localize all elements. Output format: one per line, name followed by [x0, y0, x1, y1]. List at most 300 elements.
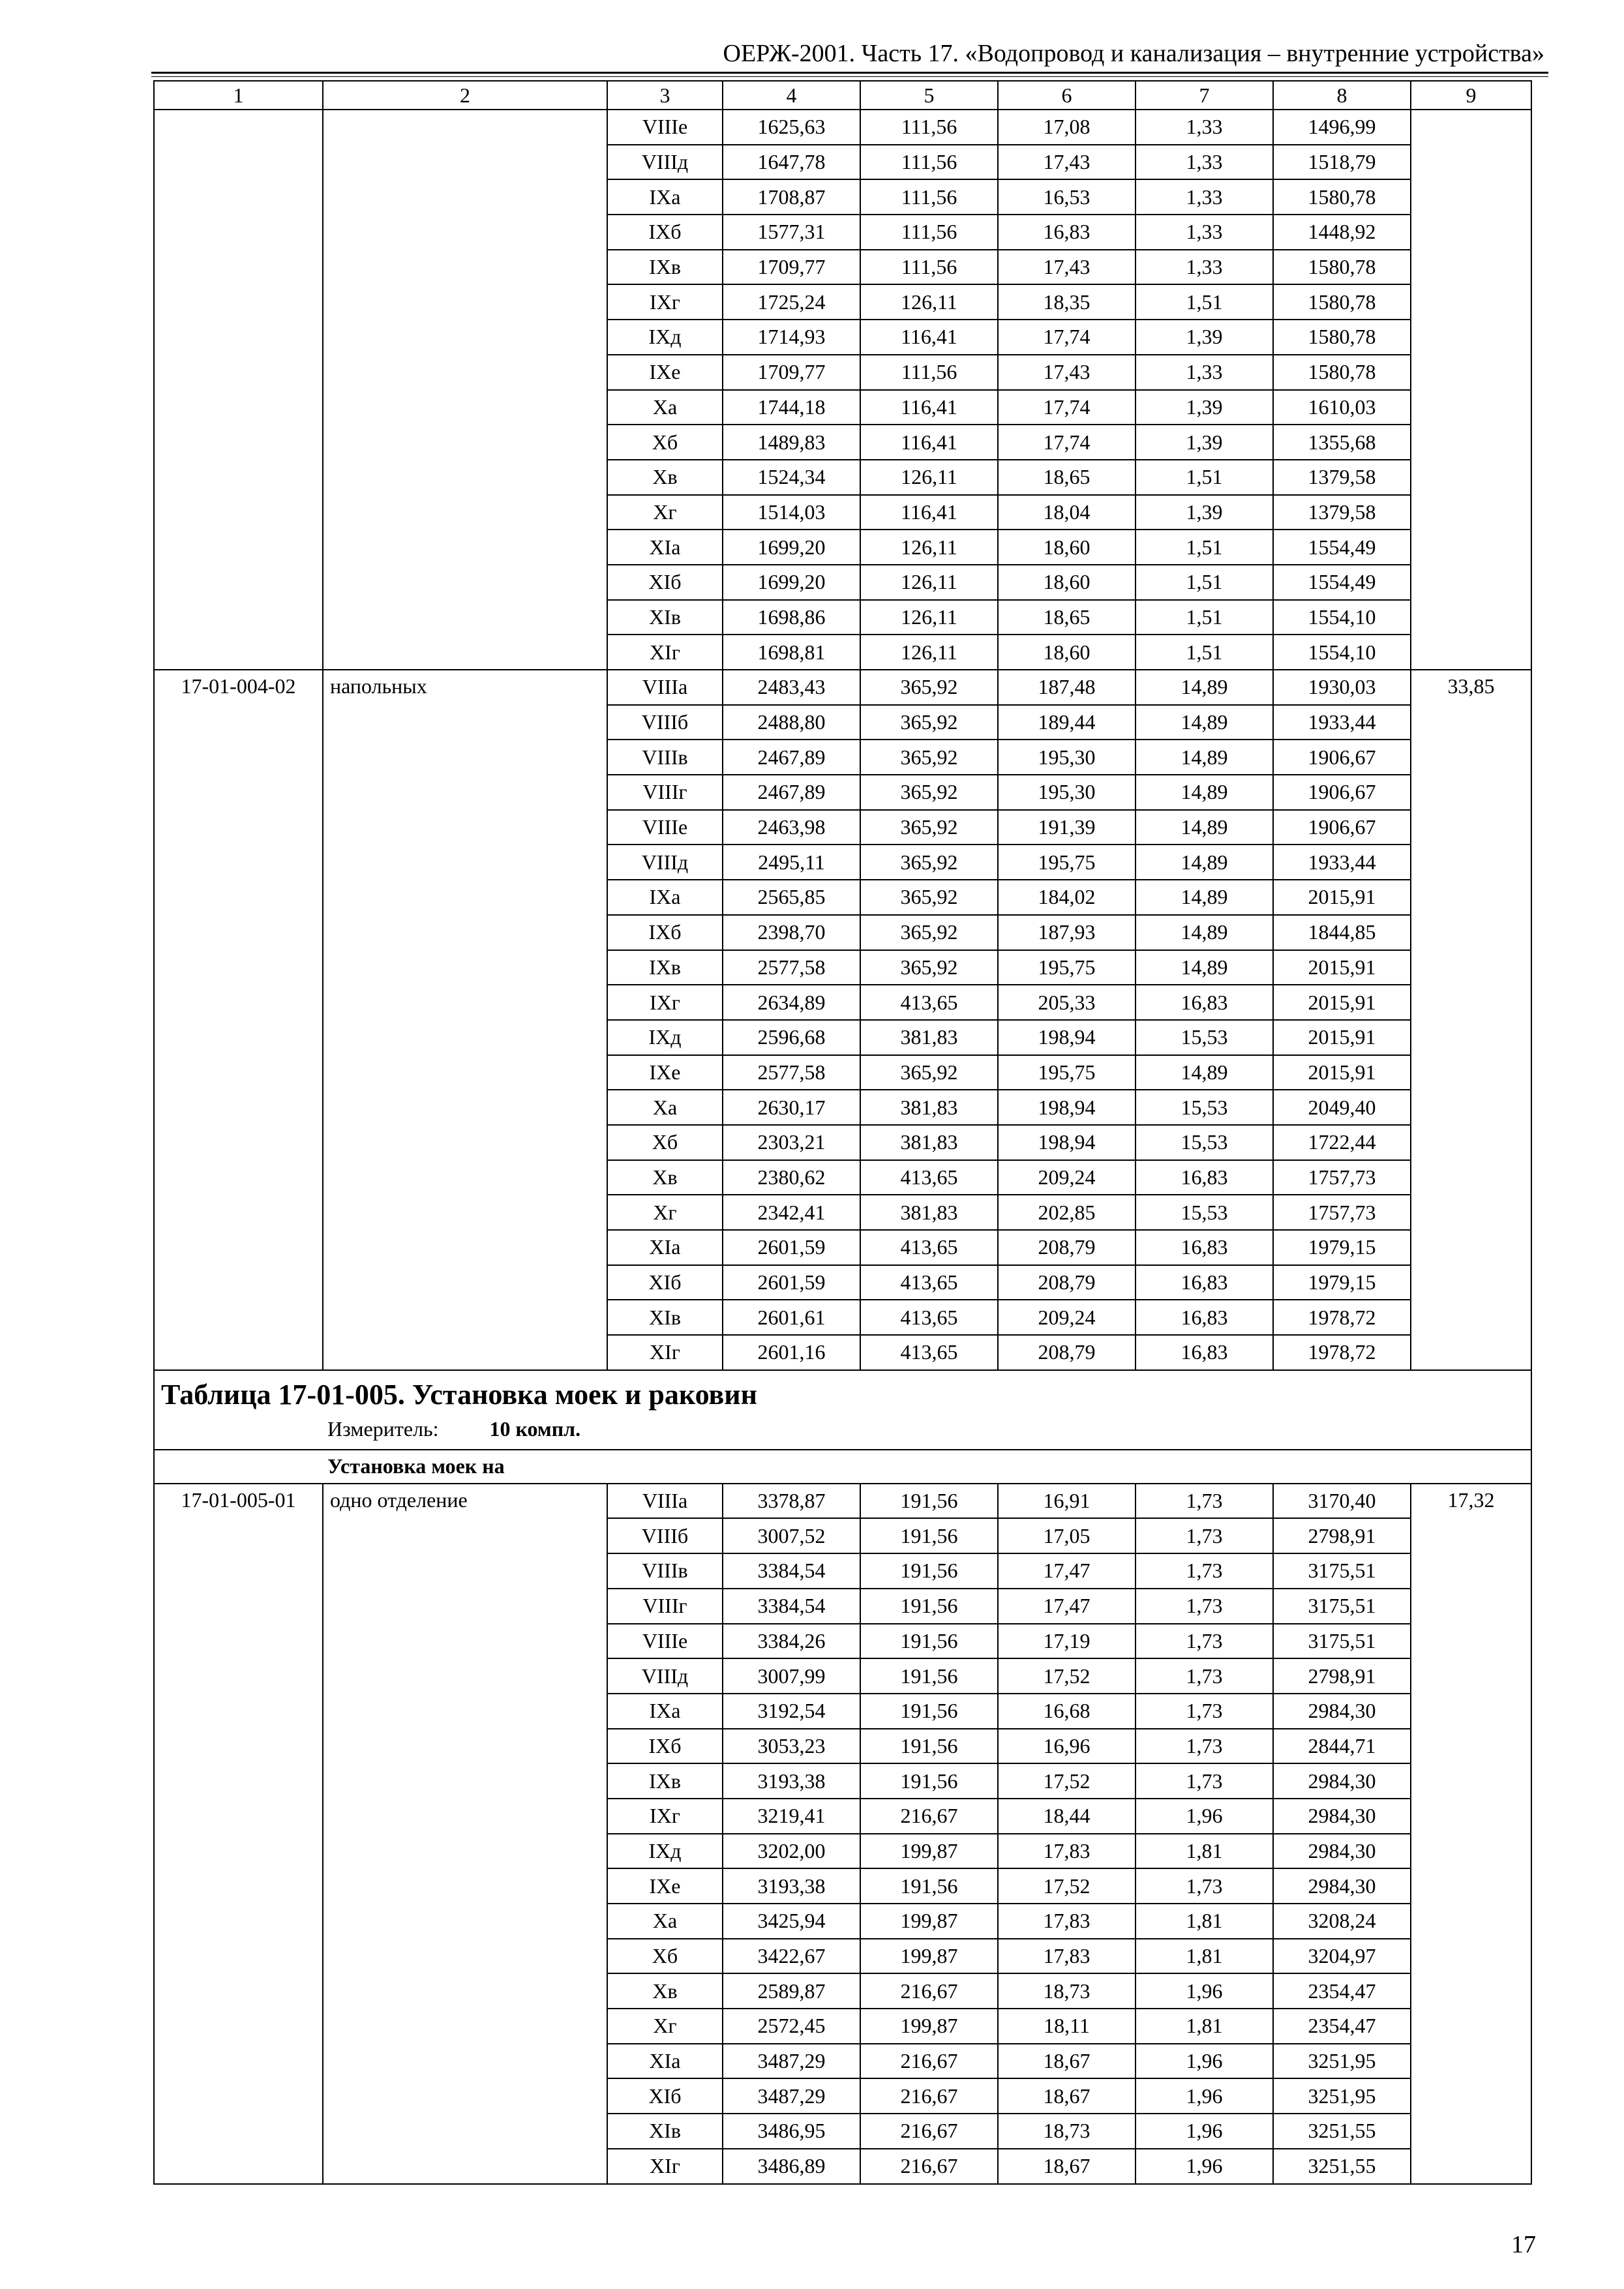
labor-cost-cell: 365,92 — [860, 880, 998, 915]
machinist-wage-cell: 1,81 — [1135, 1834, 1273, 1869]
machinist-wage-cell: 1,73 — [1135, 1763, 1273, 1799]
machine-cost-cell: 17,83 — [998, 1834, 1135, 1869]
machinist-wage-cell: 1,73 — [1135, 1589, 1273, 1624]
material-cost-cell: 1906,67 — [1273, 740, 1411, 775]
machinist-wage-cell: 1,96 — [1135, 2149, 1273, 2184]
labor-cost-cell: 216,67 — [860, 2044, 998, 2079]
machine-cost-cell: 17,47 — [998, 1589, 1135, 1624]
resource-code-cell: XIб — [607, 565, 723, 600]
machine-cost-cell: 18,60 — [998, 635, 1135, 670]
total-cost-cell: 2634,89 — [723, 985, 860, 1020]
machine-cost-cell: 17,52 — [998, 1763, 1135, 1799]
labor-cost-cell: 116,41 — [860, 320, 998, 355]
total-cost-cell: 1514,03 — [723, 495, 860, 530]
labor-cost-cell: 365,92 — [860, 845, 998, 880]
total-cost-cell: 2572,45 — [723, 2009, 860, 2044]
resource-code-cell: VIIIд — [607, 1658, 723, 1694]
machine-cost-cell: 18,73 — [998, 1973, 1135, 2009]
machine-cost-cell: 195,75 — [998, 845, 1135, 880]
material-cost-cell: 3251,55 — [1273, 2114, 1411, 2149]
machinist-wage-cell: 1,81 — [1135, 2009, 1273, 2044]
material-cost-cell: 1757,73 — [1273, 1195, 1411, 1230]
total-cost-cell: 2630,17 — [723, 1090, 860, 1125]
machine-cost-cell: 18,65 — [998, 600, 1135, 635]
total-cost-cell: 2380,62 — [723, 1160, 860, 1195]
machinist-wage-cell: 1,73 — [1135, 1694, 1273, 1729]
machine-cost-cell: 17,74 — [998, 425, 1135, 460]
resource-code-cell: XIб — [607, 2078, 723, 2114]
resource-code-cell: VIIIг — [607, 1589, 723, 1624]
material-cost-cell: 1496,99 — [1273, 110, 1411, 145]
material-cost-cell: 3251,95 — [1273, 2078, 1411, 2114]
column-number: 1 — [154, 81, 323, 110]
material-cost-cell: 1979,15 — [1273, 1230, 1411, 1265]
labor-cost-cell: 191,56 — [860, 1763, 998, 1799]
resource-code-cell: XIг — [607, 2149, 723, 2184]
labor-cost-cell: 126,11 — [860, 284, 998, 320]
labor-cost-cell: 199,87 — [860, 1834, 998, 1869]
labor-cost-cell: 191,56 — [860, 1484, 998, 1519]
total-cost-cell: 1698,86 — [723, 600, 860, 635]
total-cost-cell: 1714,93 — [723, 320, 860, 355]
material-cost-cell: 1448,92 — [1273, 215, 1411, 250]
total-cost-cell: 3486,89 — [723, 2149, 860, 2184]
material-cost-cell: 3204,97 — [1273, 1939, 1411, 1974]
material-cost-cell: 3170,40 — [1273, 1484, 1411, 1519]
item-code-cell: 17-01-004-02 — [154, 670, 323, 1370]
labor-cost-cell: 116,41 — [860, 390, 998, 425]
machinist-wage-cell: 16,83 — [1135, 1160, 1273, 1195]
machinist-wage-cell: 14,89 — [1135, 950, 1273, 985]
machine-cost-cell: 17,43 — [998, 250, 1135, 285]
material-cost-cell: 1978,72 — [1273, 1335, 1411, 1370]
material-cost-cell: 1580,78 — [1273, 250, 1411, 285]
machine-cost-cell: 18,65 — [998, 460, 1135, 495]
meter-line — [327, 1414, 1524, 1444]
table-heading-row — [154, 1370, 1531, 1450]
labor-cost-cell: 191,56 — [860, 1624, 998, 1659]
total-cost-cell: 2565,85 — [723, 880, 860, 915]
machinist-wage-cell: 1,96 — [1135, 2114, 1273, 2149]
total-cost-cell: 2589,87 — [723, 1973, 860, 2009]
machinist-wage-cell: 15,53 — [1135, 1090, 1273, 1125]
resource-code-cell: VIIIе — [607, 1624, 723, 1659]
material-cost-cell: 1379,58 — [1273, 460, 1411, 495]
resource-code-cell: Xб — [607, 1125, 723, 1160]
labor-hours-cell: 33,85 — [1411, 670, 1531, 1370]
material-cost-cell: 1580,78 — [1273, 355, 1411, 390]
machinist-wage-cell: 14,89 — [1135, 1055, 1273, 1090]
machinist-wage-cell: 1,39 — [1135, 320, 1273, 355]
total-cost-cell: 3193,38 — [723, 1868, 860, 1904]
total-cost-cell: 1709,77 — [723, 250, 860, 285]
machine-cost-cell: 209,24 — [998, 1300, 1135, 1335]
material-cost-cell: 3208,24 — [1273, 1904, 1411, 1939]
machine-cost-cell: 16,83 — [998, 215, 1135, 250]
material-cost-cell: 1554,10 — [1273, 635, 1411, 670]
machinist-wage-cell: 1,73 — [1135, 1868, 1273, 1904]
labor-cost-cell: 381,83 — [860, 1195, 998, 1230]
machine-cost-cell: 16,68 — [998, 1694, 1135, 1729]
labor-cost-cell: 111,56 — [860, 145, 998, 180]
resource-code-cell: VIIIе — [607, 110, 723, 145]
labor-cost-cell: 126,11 — [860, 565, 998, 600]
resource-code-cell: XIв — [607, 2114, 723, 2149]
material-cost-cell: 2984,30 — [1273, 1799, 1411, 1834]
machine-cost-cell: 17,83 — [998, 1904, 1135, 1939]
material-cost-cell: 1930,03 — [1273, 670, 1411, 705]
column-number: 3 — [607, 81, 723, 110]
material-cost-cell: 1610,03 — [1273, 390, 1411, 425]
machine-cost-cell: 198,94 — [998, 1090, 1135, 1125]
resource-code-cell: VIIIб — [607, 1518, 723, 1553]
machinist-wage-cell: 1,73 — [1135, 1624, 1273, 1659]
total-cost-cell: 3193,38 — [723, 1763, 860, 1799]
material-cost-cell: 2798,91 — [1273, 1518, 1411, 1553]
total-cost-cell: 3422,67 — [723, 1939, 860, 1974]
machinist-wage-cell: 1,33 — [1135, 250, 1273, 285]
machinist-wage-cell: 1,81 — [1135, 1904, 1273, 1939]
material-cost-cell: 2984,30 — [1273, 1834, 1411, 1869]
machinist-wage-cell: 14,89 — [1135, 705, 1273, 740]
labor-cost-cell: 381,83 — [860, 1125, 998, 1160]
machine-cost-cell: 205,33 — [998, 985, 1135, 1020]
resource-code-cell: XIв — [607, 1300, 723, 1335]
column-number: 9 — [1411, 81, 1531, 110]
total-cost-cell: 3378,87 — [723, 1484, 860, 1519]
column-number: 7 — [1135, 81, 1273, 110]
resource-code-cell: VIIIд — [607, 145, 723, 180]
total-cost-cell: 2342,41 — [723, 1195, 860, 1230]
machine-cost-cell: 16,96 — [998, 1729, 1135, 1764]
machine-cost-cell: 16,91 — [998, 1484, 1135, 1519]
labor-cost-cell: 365,92 — [860, 1055, 998, 1090]
meter-value: 10 компл. — [489, 1416, 581, 1441]
resource-code-cell: Xб — [607, 425, 723, 460]
labor-cost-cell: 413,65 — [860, 1230, 998, 1265]
material-cost-cell: 1757,73 — [1273, 1160, 1411, 1195]
machine-cost-cell: 187,48 — [998, 670, 1135, 705]
material-cost-cell: 1580,78 — [1273, 179, 1411, 215]
machinist-wage-cell: 1,51 — [1135, 635, 1273, 670]
subheading-cell: Установка моек на — [154, 1450, 1531, 1484]
total-cost-cell: 2398,70 — [723, 915, 860, 950]
item-name-cell — [323, 110, 607, 670]
labor-cost-cell: 413,65 — [860, 1265, 998, 1300]
total-cost-cell: 3486,95 — [723, 2114, 860, 2149]
resource-code-cell: IXе — [607, 1055, 723, 1090]
machinist-wage-cell: 14,89 — [1135, 915, 1273, 950]
material-cost-cell: 1518,79 — [1273, 145, 1411, 180]
total-cost-cell: 1725,24 — [723, 284, 860, 320]
material-cost-cell: 1554,49 — [1273, 565, 1411, 600]
material-cost-cell: 1978,72 — [1273, 1300, 1411, 1335]
resource-code-cell: Xб — [607, 1939, 723, 1974]
labor-cost-cell: 216,67 — [860, 2078, 998, 2114]
machinist-wage-cell: 1,39 — [1135, 390, 1273, 425]
machine-cost-cell: 18,44 — [998, 1799, 1135, 1834]
machinist-wage-cell: 16,83 — [1135, 1300, 1273, 1335]
machinist-wage-cell: 16,83 — [1135, 1230, 1273, 1265]
resource-code-cell: XIа — [607, 2044, 723, 2079]
resource-code-cell: VIIIв — [607, 1553, 723, 1589]
resource-code-cell: IXг — [607, 985, 723, 1020]
machinist-wage-cell: 1,96 — [1135, 1799, 1273, 1834]
labor-cost-cell: 191,56 — [860, 1518, 998, 1553]
machine-cost-cell: 18,67 — [998, 2044, 1135, 2079]
labor-cost-cell: 111,56 — [860, 355, 998, 390]
labor-cost-cell: 191,56 — [860, 1694, 998, 1729]
labor-cost-cell: 413,65 — [860, 1300, 998, 1335]
machine-cost-cell: 18,04 — [998, 495, 1135, 530]
table-title: Таблица 17-01-005. Установка моек и раковин — [161, 1378, 758, 1411]
labor-cost-cell: 365,92 — [860, 740, 998, 775]
labor-cost-cell: 413,65 — [860, 985, 998, 1020]
total-cost-cell: 2495,11 — [723, 845, 860, 880]
material-cost-cell: 3175,51 — [1273, 1589, 1411, 1624]
total-cost-cell: 2467,89 — [723, 740, 860, 775]
resource-code-cell: Xа — [607, 1090, 723, 1125]
resource-code-cell: Xг — [607, 2009, 723, 2044]
labor-cost-cell: 191,56 — [860, 1729, 998, 1764]
labor-cost-cell: 191,56 — [860, 1553, 998, 1589]
total-cost-cell: 3053,23 — [723, 1729, 860, 1764]
material-cost-cell: 1722,44 — [1273, 1125, 1411, 1160]
material-cost-cell: 1906,67 — [1273, 810, 1411, 845]
total-cost-cell: 2601,16 — [723, 1335, 860, 1370]
machinist-wage-cell: 1,33 — [1135, 145, 1273, 180]
total-cost-cell: 2303,21 — [723, 1125, 860, 1160]
machinist-wage-cell: 16,83 — [1135, 1265, 1273, 1300]
labor-cost-cell: 365,92 — [860, 950, 998, 985]
subheading-row — [154, 1450, 1531, 1484]
material-cost-cell: 3251,95 — [1273, 2044, 1411, 2079]
price-table — [153, 80, 1532, 2185]
machinist-wage-cell: 15,53 — [1135, 1125, 1273, 1160]
labor-cost-cell: 413,65 — [860, 1160, 998, 1195]
total-cost-cell: 3007,52 — [723, 1518, 860, 1553]
machine-cost-cell: 17,19 — [998, 1624, 1135, 1659]
machine-cost-cell: 195,30 — [998, 775, 1135, 810]
material-cost-cell: 2015,91 — [1273, 880, 1411, 915]
material-cost-cell: 1933,44 — [1273, 845, 1411, 880]
machinist-wage-cell: 1,73 — [1135, 1518, 1273, 1553]
resource-code-cell: IXб — [607, 915, 723, 950]
total-cost-cell: 2488,80 — [723, 705, 860, 740]
material-cost-cell: 2984,30 — [1273, 1694, 1411, 1729]
machine-cost-cell: 208,79 — [998, 1265, 1135, 1300]
labor-cost-cell: 111,56 — [860, 179, 998, 215]
labor-cost-cell: 216,67 — [860, 2149, 998, 2184]
labor-cost-cell: 191,56 — [860, 1589, 998, 1624]
labor-cost-cell: 216,67 — [860, 2114, 998, 2149]
machinist-wage-cell: 1,51 — [1135, 284, 1273, 320]
resource-code-cell: VIIIг — [607, 775, 723, 810]
labor-cost-cell: 365,92 — [860, 775, 998, 810]
resource-code-cell: IXд — [607, 1020, 723, 1055]
labor-cost-cell: 199,87 — [860, 2009, 998, 2044]
column-number: 6 — [998, 81, 1135, 110]
total-cost-cell: 1524,34 — [723, 460, 860, 495]
resource-code-cell: IXа — [607, 880, 723, 915]
column-number: 2 — [323, 81, 607, 110]
resource-code-cell: Xг — [607, 495, 723, 530]
machine-cost-cell: 17,43 — [998, 355, 1135, 390]
total-cost-cell: 3384,54 — [723, 1589, 860, 1624]
material-cost-cell: 1844,85 — [1273, 915, 1411, 950]
total-cost-cell: 3487,29 — [723, 2044, 860, 2079]
machinist-wage-cell: 14,89 — [1135, 845, 1273, 880]
resource-code-cell: XIа — [607, 530, 723, 565]
column-number: 8 — [1273, 81, 1411, 110]
meter-label: Измеритель: — [327, 1416, 439, 1441]
material-cost-cell: 2354,47 — [1273, 1973, 1411, 2009]
machinist-wage-cell: 1,73 — [1135, 1553, 1273, 1589]
machinist-wage-cell: 15,53 — [1135, 1195, 1273, 1230]
resource-code-cell: Xв — [607, 1160, 723, 1195]
machine-cost-cell: 17,83 — [998, 1939, 1135, 1974]
total-cost-cell: 2601,59 — [723, 1265, 860, 1300]
machine-cost-cell: 195,75 — [998, 1055, 1135, 1090]
resource-code-cell: IXа — [607, 179, 723, 215]
machinist-wage-cell: 1,73 — [1135, 1729, 1273, 1764]
machinist-wage-cell: 1,96 — [1135, 1973, 1273, 2009]
machine-cost-cell: 18,35 — [998, 284, 1135, 320]
resource-code-cell: IXв — [607, 1763, 723, 1799]
machine-cost-cell: 18,73 — [998, 2114, 1135, 2149]
machine-cost-cell: 17,52 — [998, 1658, 1135, 1694]
resource-code-cell: VIIIб — [607, 705, 723, 740]
machinist-wage-cell: 1,33 — [1135, 179, 1273, 215]
machine-cost-cell: 18,67 — [998, 2078, 1135, 2114]
machinist-wage-cell: 1,96 — [1135, 2078, 1273, 2114]
resource-code-cell: VIIIа — [607, 1484, 723, 1519]
material-cost-cell: 2015,91 — [1273, 1055, 1411, 1090]
machine-cost-cell: 17,74 — [998, 320, 1135, 355]
resource-code-cell: XIб — [607, 1265, 723, 1300]
item-code-cell: 17-01-005-01 — [154, 1484, 323, 2184]
resource-code-cell: IXа — [607, 1694, 723, 1729]
labor-cost-cell: 199,87 — [860, 1904, 998, 1939]
item-name-cell: одно отделение — [323, 1484, 607, 2184]
resource-code-cell: IXе — [607, 1868, 723, 1904]
total-cost-cell: 1699,20 — [723, 530, 860, 565]
machine-cost-cell: 208,79 — [998, 1230, 1135, 1265]
material-cost-cell: 2798,91 — [1273, 1658, 1411, 1694]
material-cost-cell: 2049,40 — [1273, 1090, 1411, 1125]
total-cost-cell: 2601,61 — [723, 1300, 860, 1335]
material-cost-cell: 1979,15 — [1273, 1265, 1411, 1300]
resource-code-cell: IXб — [607, 1729, 723, 1764]
total-cost-cell: 3007,99 — [723, 1658, 860, 1694]
column-number: 4 — [723, 81, 860, 110]
table-row — [154, 1484, 1531, 1519]
resource-code-cell: XIа — [607, 1230, 723, 1265]
material-cost-cell: 2015,91 — [1273, 950, 1411, 985]
labor-cost-cell: 365,92 — [860, 810, 998, 845]
labor-cost-cell: 111,56 — [860, 110, 998, 145]
material-cost-cell: 1379,58 — [1273, 495, 1411, 530]
machine-cost-cell: 17,05 — [998, 1518, 1135, 1553]
material-cost-cell: 3251,55 — [1273, 2149, 1411, 2184]
item-name-cell: напольных — [323, 670, 607, 1370]
machine-cost-cell: 17,43 — [998, 145, 1135, 180]
machine-cost-cell: 195,30 — [998, 740, 1135, 775]
resource-code-cell: IXв — [607, 950, 723, 985]
price-table-body — [154, 81, 1531, 2184]
total-cost-cell: 3219,41 — [723, 1799, 860, 1834]
machinist-wage-cell: 14,89 — [1135, 880, 1273, 915]
material-cost-cell: 1933,44 — [1273, 705, 1411, 740]
machinist-wage-cell: 1,33 — [1135, 215, 1273, 250]
labor-cost-cell: 365,92 — [860, 915, 998, 950]
resource-code-cell: Xа — [607, 390, 723, 425]
machine-cost-cell: 18,67 — [998, 2149, 1135, 2184]
total-cost-cell: 1699,20 — [723, 565, 860, 600]
resource-code-cell: IXд — [607, 1834, 723, 1869]
resource-code-cell: Xа — [607, 1904, 723, 1939]
material-cost-cell: 2015,91 — [1273, 985, 1411, 1020]
page-number: 17 — [1511, 2231, 1536, 2258]
resource-code-cell: Xв — [607, 460, 723, 495]
resource-code-cell: IXд — [607, 320, 723, 355]
machine-cost-cell: 209,24 — [998, 1160, 1135, 1195]
total-cost-cell: 3384,54 — [723, 1553, 860, 1589]
labor-cost-cell: 191,56 — [860, 1658, 998, 1694]
labor-cost-cell: 365,92 — [860, 705, 998, 740]
machine-cost-cell: 16,53 — [998, 179, 1135, 215]
material-cost-cell: 1906,67 — [1273, 775, 1411, 810]
labor-cost-cell: 191,56 — [860, 1868, 998, 1904]
machinist-wage-cell: 1,51 — [1135, 530, 1273, 565]
labor-cost-cell: 126,11 — [860, 460, 998, 495]
total-cost-cell: 1577,31 — [723, 215, 860, 250]
machine-cost-cell: 18,60 — [998, 530, 1135, 565]
machinist-wage-cell: 16,83 — [1135, 1335, 1273, 1370]
header-rule — [151, 72, 1548, 74]
total-cost-cell: 2577,58 — [723, 950, 860, 985]
material-cost-cell: 1580,78 — [1273, 284, 1411, 320]
machinist-wage-cell: 1,51 — [1135, 565, 1273, 600]
resource-code-cell: IXе — [607, 355, 723, 390]
machinist-wage-cell: 15,53 — [1135, 1020, 1273, 1055]
resource-code-cell: Xг — [607, 1195, 723, 1230]
total-cost-cell: 3192,54 — [723, 1694, 860, 1729]
material-cost-cell: 1554,10 — [1273, 600, 1411, 635]
total-cost-cell: 2577,58 — [723, 1055, 860, 1090]
labor-cost-cell: 365,92 — [860, 670, 998, 705]
labor-cost-cell: 111,56 — [860, 215, 998, 250]
material-cost-cell: 2354,47 — [1273, 2009, 1411, 2044]
labor-cost-cell: 116,41 — [860, 495, 998, 530]
total-cost-cell: 1489,83 — [723, 425, 860, 460]
resource-code-cell: IXг — [607, 1799, 723, 1834]
total-cost-cell: 1709,77 — [723, 355, 860, 390]
table-heading-cell — [154, 1370, 1531, 1450]
material-cost-cell: 2844,71 — [1273, 1729, 1411, 1764]
total-cost-cell: 1625,63 — [723, 110, 860, 145]
machine-cost-cell: 17,08 — [998, 110, 1135, 145]
machinist-wage-cell: 14,89 — [1135, 740, 1273, 775]
total-cost-cell: 2596,68 — [723, 1020, 860, 1055]
material-cost-cell: 1580,78 — [1273, 320, 1411, 355]
table-row — [154, 110, 1531, 145]
total-cost-cell: 2467,89 — [723, 775, 860, 810]
total-cost-cell: 2601,59 — [723, 1230, 860, 1265]
machine-cost-cell: 202,85 — [998, 1195, 1135, 1230]
material-cost-cell: 1355,68 — [1273, 425, 1411, 460]
resource-code-cell: VIIIе — [607, 810, 723, 845]
